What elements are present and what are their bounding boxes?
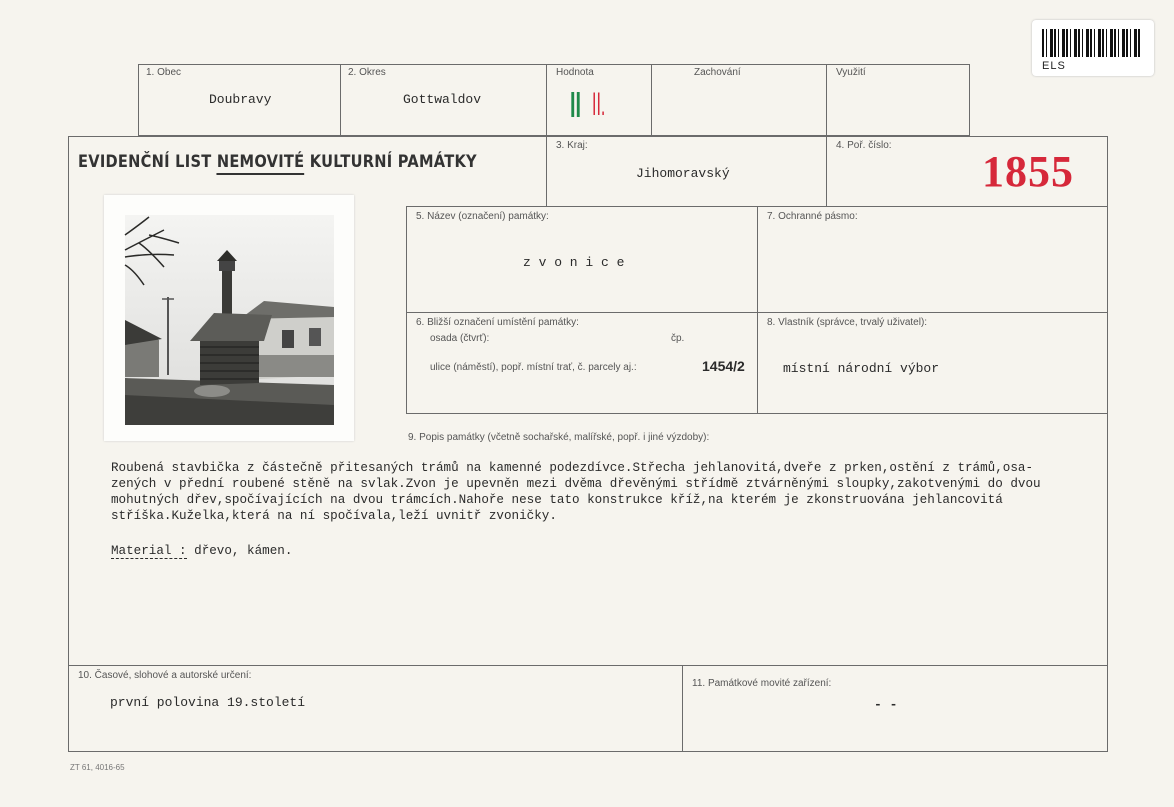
vlastnik-label: 8. Vlastník (správce, trvalý uživatel): xyxy=(767,317,928,328)
vyuziti-label: Využití xyxy=(836,67,866,78)
nazev-label: 5. Název (označení) památky: xyxy=(416,211,549,222)
material-value: dřevo, kámen. xyxy=(186,544,293,558)
vlastnik-value: místní národní výbor xyxy=(783,361,940,376)
popis-line: stříška.Kuželka,která na ní spočívala,leží uvnitř zvoničky. xyxy=(111,509,557,523)
parcela-value: 1454/2 xyxy=(702,358,745,374)
datace-value: první polovina 19.století xyxy=(110,695,306,710)
okres-label: 2. Okres xyxy=(348,67,386,78)
pasmo-label: 7. Ochranné pásmo: xyxy=(767,211,858,222)
hodnota-mark-red: II. xyxy=(592,86,606,122)
popis-text xyxy=(111,460,1041,524)
divider xyxy=(340,64,341,136)
kraj-value: Jihomoravský xyxy=(636,166,730,181)
obec-value: Doubravy xyxy=(209,92,272,107)
datace-label: 10. Časové, slohové a autorské určení: xyxy=(78,670,252,681)
popis-line: zených v přední roubené stěně na svlak.Zvon je upevněn mezi dvěma dřevěnými střídmě ztvárněnými sloupky,zakotvenými do dvou xyxy=(111,477,1041,491)
material-label: Material : xyxy=(111,544,187,558)
monument-photo xyxy=(104,195,354,441)
divider xyxy=(651,64,652,136)
cp-label: čp. xyxy=(671,333,685,344)
cislo-label: 4. Poř. číslo: xyxy=(836,140,892,151)
title-part3: KULTURNÍ PAMÁTKY xyxy=(304,152,477,172)
divider xyxy=(406,312,1108,313)
divider xyxy=(68,665,1108,666)
form-title xyxy=(78,152,477,172)
divider xyxy=(826,64,827,136)
umisteni-label: 6. Bližší označení umístění památky: xyxy=(416,317,579,328)
popis-line: mohutných dřev,spočívajících na dvou trámcích.Nahoře nese tato konstrukce kříž,na kterém je zkonstruována jehlancovitá xyxy=(111,493,1003,507)
hodnota-label: Hodnota xyxy=(556,67,594,78)
popis-line: Roubená stavbička z částečně přitesaných trámů na kamenné podezdívce.Střecha jehlanovitá,dveře z prken,ostění z trámů,osa- xyxy=(111,461,1034,475)
material-line xyxy=(111,543,292,559)
okres-value: Gottwaldov xyxy=(403,92,482,107)
nazev-value: z v o n i c e xyxy=(523,255,625,270)
hodnota-mark-green: II xyxy=(570,84,582,125)
popis-label: 9. Popis památky (včetně sochařské, malířské, popř. i jiné výzdoby): xyxy=(408,432,710,443)
obec-label: 1. Obec xyxy=(146,67,182,78)
divider xyxy=(826,136,827,206)
movite-value: - - xyxy=(874,697,898,712)
divider xyxy=(757,206,758,414)
title-part1: EVIDENČNÍ LIST xyxy=(78,152,217,172)
movite-label: 11. Památkové movité zařízení: xyxy=(692,678,832,689)
barcode-label xyxy=(1032,20,1154,76)
ulice-label: ulice (náměstí), popř. místní trať, č. parcely aj.: xyxy=(430,362,637,373)
zachovani-label: Zachování xyxy=(694,67,741,78)
divider xyxy=(682,665,683,752)
registration-number: 1855 xyxy=(982,147,1074,196)
divider xyxy=(546,136,547,206)
osada-label: osada (čtvrť): xyxy=(430,333,490,344)
title-part2: NEMOVITÉ xyxy=(217,152,305,175)
barcode-bars xyxy=(1042,29,1142,57)
print-code: ZT 61, 4016-65 xyxy=(70,763,125,772)
divider xyxy=(546,64,547,136)
kraj-label: 3. Kraj: xyxy=(556,140,588,151)
barcode-text: ELS xyxy=(1042,60,1066,72)
bell-tower-photo-image xyxy=(104,195,354,441)
